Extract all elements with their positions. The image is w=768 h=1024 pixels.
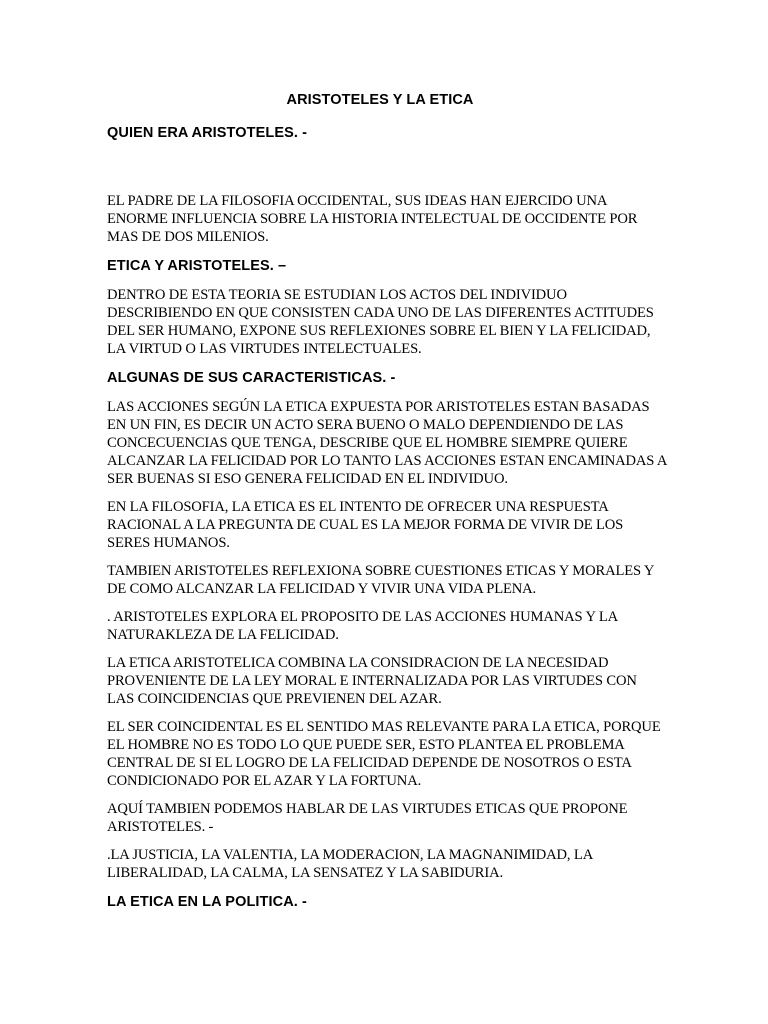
paragraph: LAS ACCIONES SEGÚN LA ETICA EXPUESTA POR ARISTOTELES ESTAN BASADAS EN UN FIN, ES DECIR UN ACTO SERA BUENO O MALO DEPENDIENDO DE LAS CONCECUENCIAS QUE TENGA, DESCRIBE QUE EL HOMBRE SIEMPRE QUIERE ALCANZAR LA FELICIDAD POR LO TANTO LAS ACCIONES ESTAN ENCAMINADAS A SER BUENAS SI ESO GENERA FELICIDAD EN EL INDIVIDUO. [107,399,667,487]
section-heading-etica-y-aristoteles: ETICA Y ARISTOTELES. – [107,258,287,274]
paragraph: EL SER COINCIDENTAL ES EL SENTIDO MAS RELEVANTE PARA LA ETICA, PORQUE EL HOMBRE NO ES TODO LO QUE PUEDE SER, ESTO PLANTEA EL PROBLEMA CENTRAL DE SI EL LOGRO DE LA FELICIDAD DEPENDE DE NOSOTROS O ESTA CONDICIONADO POR EL AZAR Y LA FORTUNA. [107,719,661,789]
section-heading-quien-era: QUIEN ERA ARISTOTELES. - [107,125,308,141]
paragraph: .LA JUSTICIA, LA VALENTIA, LA MODERACION, LA MAGNANIMIDAD, LA LIBERALIDAD, LA CALMA, LA SENSATEZ Y LA SABIDURIA. [107,847,593,881]
paragraph: LA ETICA ARISTOTELICA COMBINA LA CONSIDRACION DE LA NECESIDAD PROVENIENTE DE LA LEY MORAL E INTERNALIZADA POR LAS VIRTUDES CON LAS COINCIDENCIAS QUE PREVIENEN DEL AZAR. [107,655,637,707]
section-heading-etica-en-la-politica: LA ETICA EN LA POLITICA. - [107,894,307,910]
section-heading-caracteristicas: ALGUNAS DE SUS CARACTERISTICAS. - [107,370,396,386]
paragraph: . ARISTOTELES EXPLORA EL PROPOSITO DE LAS ACCIONES HUMANAS Y LA NATURAKLEZA DE LA FELICIDAD. [107,609,618,643]
paragraph: AQUÍ TAMBIEN PODEMOS HABLAR DE LAS VIRTUDES ETICAS QUE PROPONE ARISTOTELES. - [107,801,628,835]
paragraph: DENTRO DE ESTA TEORIA SE ESTUDIAN LOS ACTOS DEL INDIVIDUO DESCRIBIENDO EN QUE CONSISTEN CADA UNO DE LAS DIFERENTES ACTITUDES DEL SER HUMANO, EXPONE SUS REFLEXIONES SOBRE EL BIEN Y LA FELICIDAD, LA VIRTUD O LAS VIRTUDES INTELECTUALES. [107,287,654,357]
paragraph: TAMBIEN ARISTOTELES REFLEXIONA SOBRE CUESTIONES ETICAS Y MORALES Y DE COMO ALCANZAR LA FELICIDAD Y VIVIR UNA VIDA PLENA. [107,563,654,597]
document-title: ARISTOTELES Y LA ETICA [286,92,474,108]
paragraph: EN LA FILOSOFIA, LA ETICA ES EL INTENTO DE OFRECER UNA RESPUESTA RACIONAL A LA PREGUNTA DE CUAL ES LA MEJOR FORMA DE VIVIR DE LOS SERES HUMANOS. [107,499,624,551]
document-body [107,124,667,911]
paragraph: EL PADRE DE LA FILOSOFIA OCCIDENTAL, SUS IDEAS HAN EJERCIDO UNA ENORME INFLUENCIA SOBRE LA HISTORIA INTELECTUAL DE OCCIDENTE POR MAS DE DOS MILENIOS. [107,193,638,245]
